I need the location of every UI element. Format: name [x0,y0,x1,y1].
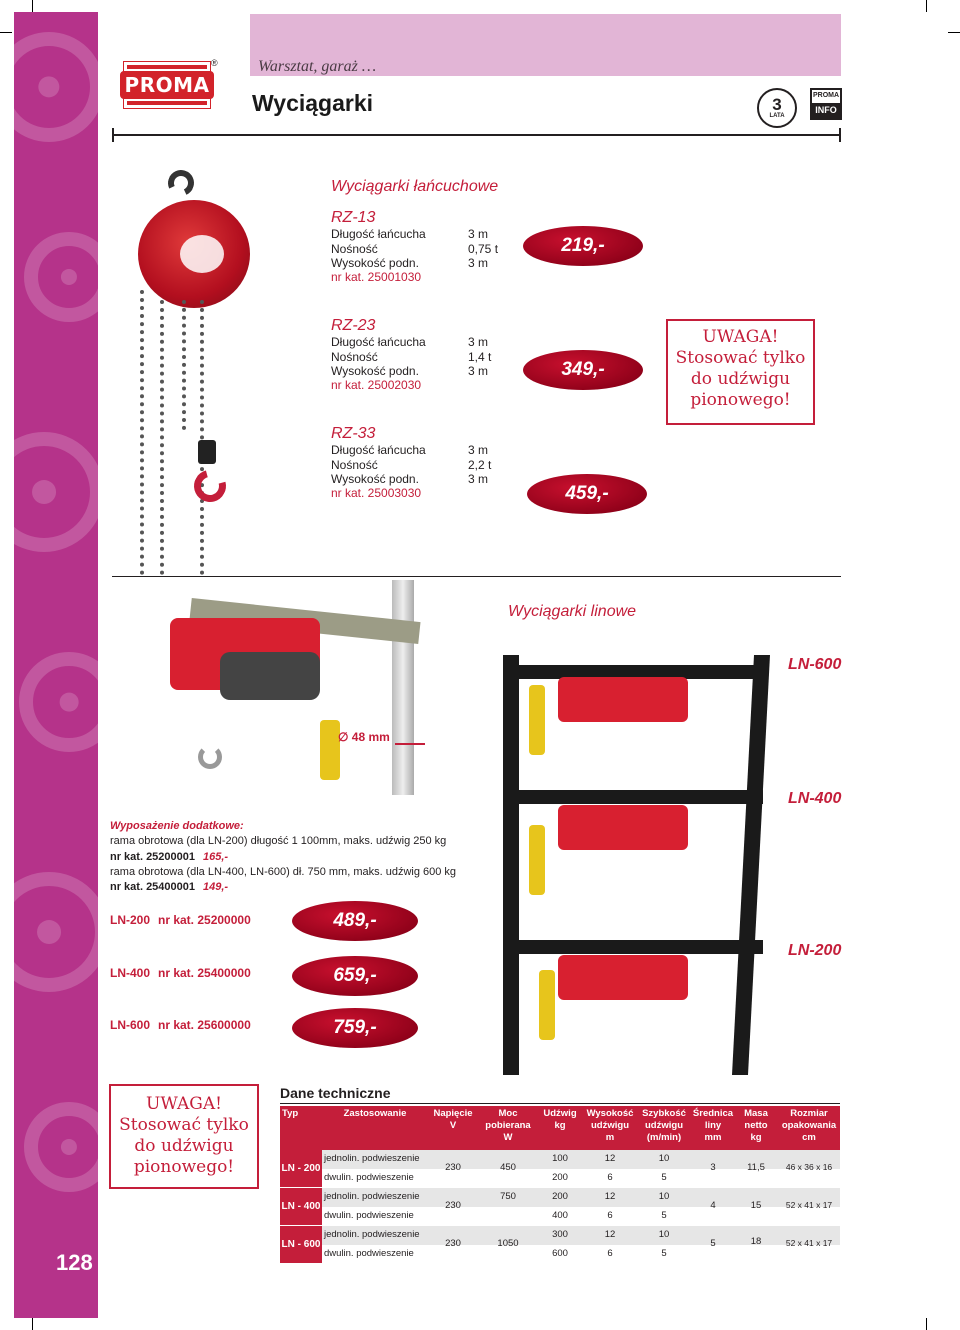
crop-mark [32,0,33,12]
table-cell: jednolin. podwieszenie [324,1191,420,1202]
spec-value: 3 m [468,472,489,486]
table-type-cell: LN - 600 [280,1226,322,1263]
proma-info-badge [810,88,842,120]
column-header [430,1108,476,1132]
wire-hoist-unit [558,677,688,722]
wire-model-row [110,1018,251,1032]
table-cell: 400 [552,1210,568,1221]
dimension-arrow [395,743,425,745]
table-cell: dwulin. podwieszenie [324,1210,414,1221]
table-cell: 450 [500,1162,516,1173]
table-cell: jednolin. podwieszenie [324,1153,420,1164]
table-cell: 5 [661,1172,667,1183]
table-cell: 600 [552,1248,568,1259]
warranty-number: 3 [772,95,782,114]
table-cell: 18 [750,1236,762,1247]
registered-mark: ® [211,58,218,68]
price-badge: 459,- [527,474,647,514]
wire-hoist-unit [558,955,688,1000]
wire-hoists-title: Wyciągarki linowe [508,603,637,620]
spec-label: Wysokość podn. [331,364,419,378]
spec-values [468,443,491,487]
column-header-line: Zastosowanie [343,1108,407,1119]
spec-labels [331,443,426,487]
price-badge: 349,- [523,350,643,390]
accessory-cat-no: nr kat. 25200001 [110,851,196,863]
table-cell: 300 [552,1229,568,1240]
hook-block [198,440,216,464]
column-header-line: cm [802,1132,816,1143]
warning-line: do udźwigu [690,369,791,389]
column-header [638,1108,690,1144]
spec-label: Długość łańcucha [331,335,426,349]
table-cell: 12 [604,1153,616,1164]
price-badge: 759,- [292,1008,418,1048]
column-header [690,1108,736,1144]
gear-decoration [19,652,98,752]
table-cell: 230 [445,1162,461,1173]
chain [200,300,210,575]
pendant-control [320,720,340,780]
frame-post [503,655,519,1075]
spec-value: 1,4 t [468,349,492,364]
warranty-badge [757,88,797,128]
frame-bar [503,940,763,954]
crop-mark [926,1318,927,1330]
crop-mark [0,32,12,33]
table-cell: 6 [607,1248,613,1259]
table-cell: 46 x 36 x 16 [785,1162,833,1172]
column-header [482,1108,534,1144]
chain [160,300,170,575]
spec-label: Nośność [331,241,378,256]
side-band [14,12,98,1318]
accessory-description: rama obrotowa (dla LN-200) długość 1 100mm, maks. udźwig 250 kg [110,835,447,847]
column-header [778,1108,840,1144]
header-rule [112,134,841,136]
header-tick [839,128,841,142]
wire-hoist-mounted-photo [170,580,430,795]
spec-values [468,227,498,271]
column-header-line: udźwigu [645,1120,683,1131]
chain [182,300,192,430]
warning-line: do udźwigu [134,1136,234,1156]
crop-mark [948,32,960,33]
table-cell: 12 [604,1229,616,1240]
table-cell: 6 [607,1172,613,1183]
wire-hoists-frame-photo [503,655,771,1075]
column-header-line: V [449,1120,457,1131]
catalog-number: nr kat. 25003030 [331,486,422,500]
vertical-lift-warning [666,319,815,425]
table-cell: 200 [552,1191,568,1202]
spec-values [468,335,491,379]
catalog-number: nr kat. 25001030 [331,270,422,284]
column-header-line: opakowania [781,1120,837,1131]
wire-model-name: LN-200 [110,913,151,927]
model-tag: LN-200 [788,942,842,959]
motor-drum [220,652,320,700]
spec-value: 3 m [468,227,489,241]
spec-label: Wysokość podn. [331,472,419,486]
table-cell: 52 x 41 x 17 [785,1200,833,1210]
wire-model-name: LN-400 [110,966,151,980]
warranty-label: LATA [769,113,785,119]
wire-model-row [110,966,251,980]
proma-logo [124,62,210,108]
chain [140,290,150,575]
table-cell: 100 [552,1153,568,1164]
logo-text: PROMA [118,69,217,101]
price-badge: 489,- [292,901,418,941]
spec-label: Długość łańcucha [331,443,426,457]
wire-model-cat: nr kat. 25400000 [158,966,251,980]
warning-line: pionowego! [690,390,791,410]
column-header-line: (m/min) [646,1132,682,1143]
warning-line: UWAGA! [702,327,779,347]
gear-decoration [14,432,98,552]
model-title: RZ-23 [331,317,376,334]
column-header-line: Udźwig [543,1108,577,1119]
spec-value: 2,2 t [468,457,492,472]
column-header [282,1108,312,1120]
bottom-hook-icon [188,464,232,508]
info-badge-bottom: INFO [812,103,840,118]
model-tag: LN-400 [788,790,842,807]
spec-labels [331,227,426,271]
table-cell: 5 [710,1238,716,1249]
table-cell: 10 [658,1191,670,1202]
warning-line: Stosować tylko [675,348,806,368]
pendant-control [529,825,545,895]
spec-label: Wysokość podn. [331,256,419,270]
table-cell: 200 [552,1172,568,1183]
table-cell: 10 [658,1229,670,1240]
spec-value: 3 m [468,364,489,378]
gear-decoration [24,1102,98,1192]
frame-bar [503,790,763,804]
hoist-label-plate [180,235,224,273]
table-cell: 3 [710,1162,716,1173]
spec-labels [331,335,426,379]
column-header-line: Szybkość [642,1108,686,1119]
table-cell: 5 [661,1248,667,1259]
page-number: 128 [56,1250,93,1275]
price-badge: 659,- [292,956,418,996]
column-header-line: Typ [282,1108,299,1119]
table-cell: 15 [750,1200,762,1211]
warning-line: UWAGA! [146,1094,222,1114]
wire-model-cat: nr kat. 25600000 [158,1018,251,1032]
table-cell: 750 [500,1191,516,1202]
crop-mark [926,0,927,12]
column-header-line: udźwigu [591,1120,629,1131]
tech-table-rule [280,1103,840,1104]
wire-model-row [110,913,251,927]
spec-label: Nośność [331,349,378,364]
table-cell: 230 [445,1200,461,1211]
pendant-control [539,970,555,1040]
warning-line: Stosować tylko [119,1115,249,1135]
spec-value: 3 m [468,256,489,270]
column-header-line: Wysokość [586,1108,634,1119]
table-cell: 12 [604,1191,616,1202]
spec-label: Nośność [331,457,378,472]
spec-label: Długość łańcucha [331,227,426,241]
frame-post [732,655,770,1075]
table-type-cell: LN - 400 [280,1188,322,1225]
rope-diameter-label: ∅ 48 mm [338,730,390,744]
gear-decoration [14,872,98,992]
accessory-catalog [110,851,228,863]
table-cell: 52 x 41 x 17 [785,1238,833,1248]
wire-model-cat: nr kat. 25200000 [158,913,251,927]
table-cell: 230 [445,1238,461,1249]
spec-value: 0,75 t [468,241,499,256]
accessory-catalog [110,881,228,893]
column-header-line: Rozmiar [790,1108,828,1119]
table-type-cell: LN - 200 [280,1150,322,1187]
vertical-lift-warning [109,1084,259,1189]
top-hook-icon [164,166,197,199]
table-cell: dwulin. podwieszenie [324,1248,414,1259]
section-label: Warsztat, garaż … [258,58,377,75]
column-header-line: Masa [744,1108,768,1119]
pendant-control [529,685,545,755]
table-cell: jednolin. podwieszenie [324,1229,420,1240]
table-cell: dwulin. podwieszenie [324,1172,414,1183]
hook-icon [198,745,222,769]
gear-decoration [24,232,98,322]
wire-hoist-unit [558,805,688,850]
column-header [584,1108,636,1144]
column-header-line: netto [744,1120,768,1131]
accessory-cat-no: nr kat. 25400001 [110,881,196,893]
accessory-price: 165,- [203,851,229,863]
crop-mark [32,1318,33,1330]
wire-model-name: LN-600 [110,1018,151,1032]
table-cell: 10 [658,1153,670,1164]
accessory-description: rama obrotowa (dla LN-400, LN-600) dł. 750 mm, maks. udźwig 600 kg [110,866,457,878]
tech-table-title: Dane techniczne [280,1085,391,1101]
table-cell: 5 [661,1210,667,1221]
column-header-line: kg [750,1132,762,1143]
spec-value: 3 m [468,335,489,349]
accessory-price: 149,- [203,881,229,893]
column-header-line: liny [704,1120,722,1131]
pole [392,580,414,795]
model-tag: LN-600 [788,656,842,673]
gear-decoration [14,32,98,142]
price-badge: 219,- [523,226,643,266]
column-header-line: W [503,1132,513,1143]
accessories-title: Wyposażenie dodatkowe: [110,820,244,832]
table-cell: 11,5 [747,1162,765,1173]
column-header [736,1108,776,1144]
page-title: Wyciągarki [252,90,374,116]
column-header-line: m [605,1132,615,1143]
column-header-line: kg [554,1120,566,1131]
model-title: RZ-33 [331,425,376,442]
column-header-line: Napięcie [433,1108,473,1119]
column-header-line: Średnica [692,1108,734,1119]
table-cell: 1050 [497,1238,519,1249]
spec-value: 3 m [468,443,489,457]
info-badge-top: PROMA [812,90,840,103]
table-cell: 6 [607,1210,613,1221]
column-header-line: pobierana [485,1120,531,1131]
model-title: RZ-13 [331,209,376,226]
table-cell: 4 [710,1200,716,1211]
chain-hoists-title: Wyciągarki łańcuchowe [331,178,499,195]
column-header [538,1108,582,1132]
column-header [330,1108,420,1120]
column-header-line: Moc [498,1108,518,1119]
warning-line: pionowego! [133,1157,235,1177]
header-tick [112,128,114,142]
column-header-line: mm [704,1132,722,1143]
section-divider [112,576,841,577]
catalog-number: nr kat. 25002030 [331,378,422,392]
